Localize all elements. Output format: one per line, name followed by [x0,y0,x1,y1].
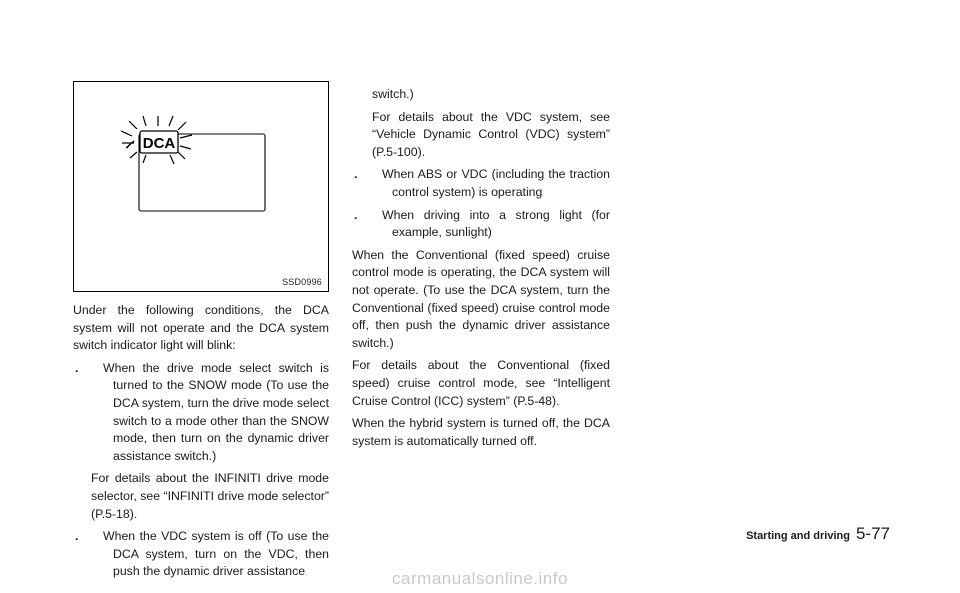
bullet-continuation: switch.) [372,87,414,101]
page-number: 5-77 [855,524,890,543]
figure-dca-indicator [73,81,329,292]
list-item [352,207,610,242]
figure-code: SSD0996 [282,277,322,287]
left-column [73,302,329,581]
body-paragraph: When the hybrid system is turned off, the DCA system is automatically turned off. [352,416,610,448]
watermark: carmanualsonline.info [392,569,568,588]
bullet-text: When the drive mode select switch is turned to the SNOW mode (To use the DCA system, turn the drive mode select switch to a mode other than the SNOW mode, then turn on the dynamic driver assistance switch.) [103,360,329,463]
bullet-dot: . [75,360,79,375]
bullet-text: When driving into a strong light (for example, sunlight) [382,207,610,240]
list-item [73,360,329,466]
bullet-dot: . [354,167,358,182]
bullet-text: When the VDC system is off (To use the DCA system, turn on the VDC, then push the dynamic driver assistance [103,529,329,579]
body-paragraph: When the Conventional (fixed speed) cruise control mode is operating, the DCA system will not operate. (To use the DCA system, turn the Conventional (fixed speed) cruise control mode off, then push the dynamic driver assistance switch.) [352,247,610,350]
bullet-dot: . [75,529,79,544]
page-footer [746,524,890,544]
bullet-note: For details about the VDC system, see “Vehicle Dynamic Control (VDC) system” (P.5-100). [372,109,610,159]
bullet-note: For details about the INFINITI drive mode selector, see “INFINITI drive mode selector” (P.5-18). [91,471,329,521]
bullet-text: When ABS or VDC (including the traction control system) is operating [382,167,610,199]
section-title: Starting and driving [746,530,850,542]
list-item [352,166,610,201]
dca-indicator-label: DCA [142,135,176,152]
right-column [352,86,610,450]
bullet-dot: . [354,207,358,222]
intro-paragraph: Under the following conditions, the DCA system will not operate and the DCA system switch indicator light will blink: [73,303,329,353]
dca-indicator-illustration [74,82,330,293]
body-paragraph: For details about the Conventional (fixed speed) cruise control mode, see “Intelligent Cruise Control (ICC) system” (P.5-48). [352,358,610,408]
